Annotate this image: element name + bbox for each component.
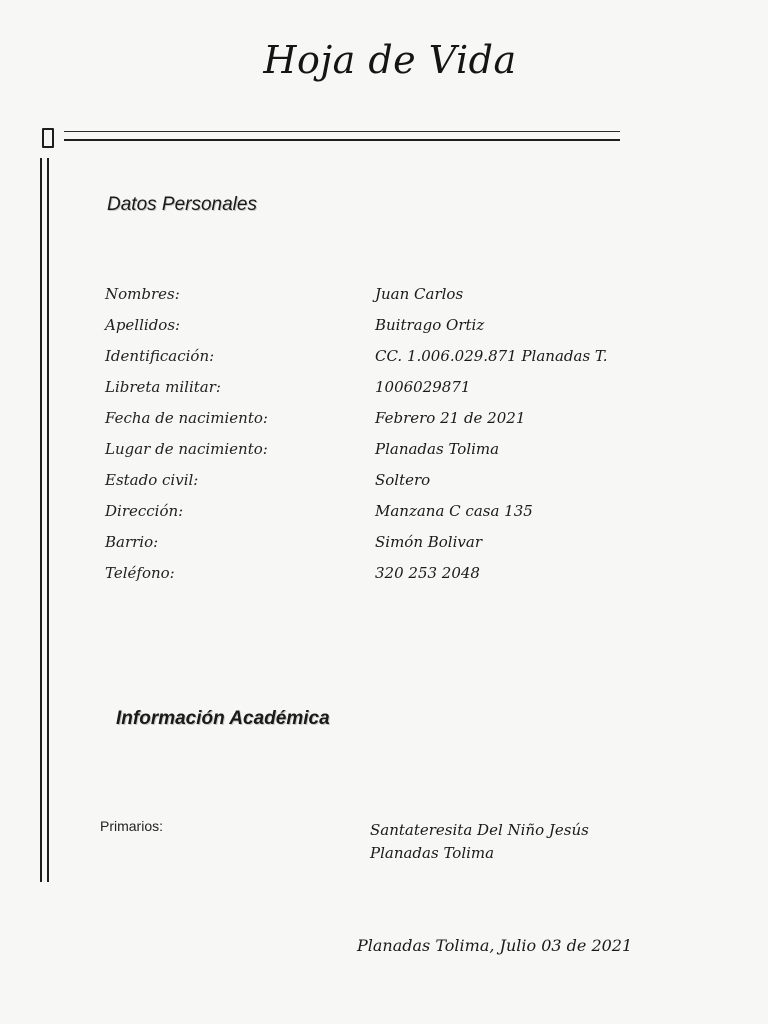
personal-row-neighborhood — [0, 533, 768, 564]
personal-row-birth-date — [0, 409, 768, 440]
field-value: Planadas Tolima — [375, 440, 500, 458]
section-heading-academic-info: Información Académica — [116, 708, 330, 729]
field-value: Juan Carlos — [375, 285, 464, 303]
field-label: Lugar de nacimiento: — [105, 440, 268, 458]
field-label: Dirección: — [105, 502, 184, 520]
personal-row-marital-status — [0, 471, 768, 502]
section-heading-personal-data: Datos Personales — [107, 194, 257, 215]
place-and-date: Planadas Tolima, Julio 03 de 2021 — [357, 936, 633, 955]
field-value: Manzana C casa 135 — [375, 502, 533, 520]
personal-row-surnames — [0, 316, 768, 347]
primary-school-name: Santateresita Del Niño Jesús — [370, 821, 589, 839]
field-value: Simón Bolivar — [375, 533, 482, 551]
personal-row-address — [0, 502, 768, 533]
frame-top-line-thick — [64, 139, 620, 141]
field-value: 1006029871 — [375, 378, 471, 396]
personal-row-birth-place — [0, 440, 768, 471]
frame-corner-ornament — [42, 128, 54, 148]
frame-top-line-thin — [64, 131, 620, 132]
field-value: Buitrago Ortiz — [375, 316, 485, 334]
field-value: CC. 1.006.029.871 Planadas T. — [375, 347, 608, 365]
primary-education-label: Primarios: — [100, 818, 164, 834]
field-value: Febrero 21 de 2021 — [375, 409, 526, 427]
field-label: Estado civil: — [105, 471, 199, 489]
primary-school-location: Planadas Tolima — [370, 844, 495, 862]
personal-row-military-id — [0, 378, 768, 409]
field-value: Soltero — [375, 471, 431, 489]
personal-row-names — [0, 285, 768, 316]
personal-row-identification — [0, 347, 768, 378]
field-label: Apellidos: — [105, 316, 181, 334]
field-label: Fecha de nacimiento: — [105, 409, 268, 427]
field-label: Barrio: — [105, 533, 159, 551]
primary-education-value — [370, 819, 589, 865]
field-label: Libreta militar: — [105, 378, 221, 396]
document-title: Hoja de Vida — [263, 38, 517, 82]
personal-row-phone — [0, 564, 768, 595]
field-label: Nombres: — [105, 285, 180, 303]
field-value: 320 253 2048 — [375, 564, 480, 582]
field-label: Teléfono: — [105, 564, 175, 582]
field-label: Identificación: — [105, 347, 215, 365]
